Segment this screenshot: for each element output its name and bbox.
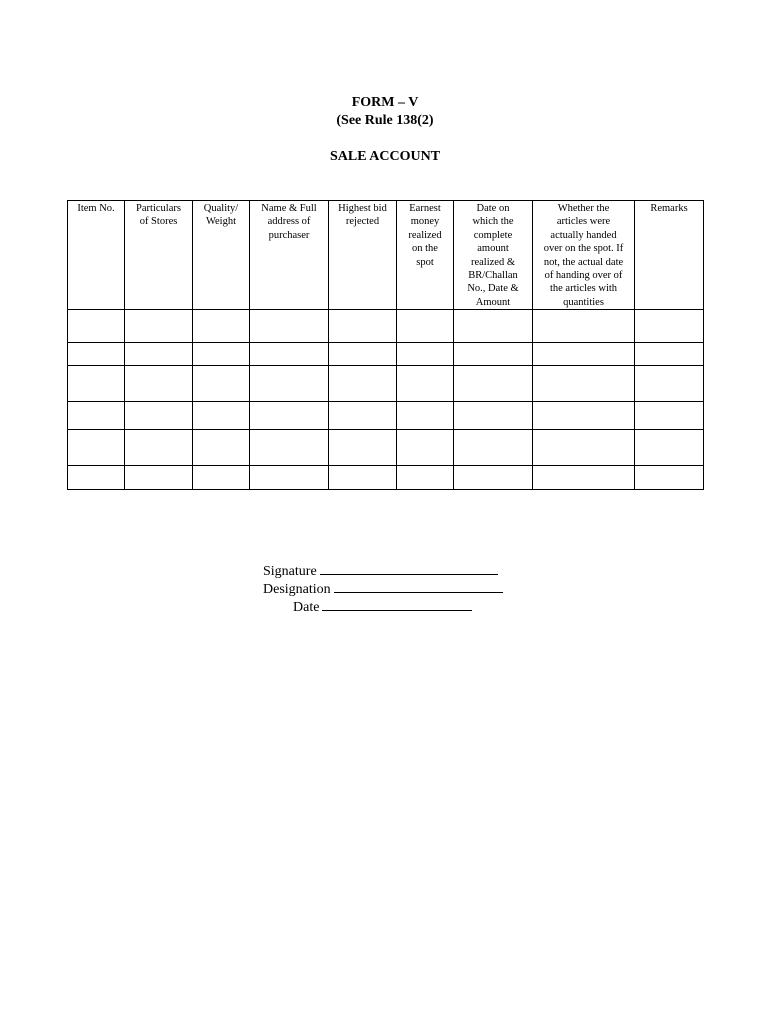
table-cell: [635, 343, 704, 366]
table-cell: [125, 366, 193, 402]
table-cell: [68, 343, 125, 366]
date-line: [293, 597, 472, 617]
header-line: quantities: [563, 296, 604, 308]
table-row: [68, 343, 704, 366]
table-cell: [68, 310, 125, 343]
rule-reference: (See Rule 138(2): [336, 113, 434, 128]
header-line: Weight: [205, 216, 237, 228]
table-cell: [125, 466, 193, 490]
table-cell: [193, 466, 250, 490]
table-cell: [635, 310, 704, 343]
table-cell: [533, 430, 635, 466]
table-cell: [397, 466, 454, 490]
table-cell: [193, 310, 250, 343]
sale-account-table: [67, 200, 704, 490]
table-cell: [329, 466, 397, 490]
header-line: of handing over of: [544, 270, 623, 282]
col-highest-bid-rejected: [329, 201, 397, 310]
col-date-amount-realized: [454, 201, 533, 310]
signature-line: [263, 561, 498, 581]
table-row: [68, 402, 704, 430]
col-articles-handed-over: [533, 201, 635, 310]
table-cell: [193, 430, 250, 466]
header-line: Remarks: [650, 203, 688, 214]
table-cell: [329, 343, 397, 366]
header-line: money: [410, 216, 440, 228]
header-line: address of: [267, 216, 311, 228]
table-cell: [397, 343, 454, 366]
date-blank[interactable]: [322, 597, 472, 611]
header-line: which the: [472, 216, 514, 228]
table-cell: [635, 402, 704, 430]
table-row: [68, 466, 704, 490]
table-cell: [533, 366, 635, 402]
header-line: BR/Challan: [468, 270, 518, 282]
table-cell: [635, 466, 704, 490]
table-cell: [533, 466, 635, 490]
table-cell: [68, 466, 125, 490]
table-cell: [250, 466, 329, 490]
table-cell: [397, 366, 454, 402]
header-line: over on the spot. If: [543, 243, 624, 255]
table-cell: [193, 343, 250, 366]
table-cell: [250, 310, 329, 343]
table-cell: [454, 310, 533, 343]
designation-blank[interactable]: [334, 579, 503, 593]
table-cell: [454, 402, 533, 430]
table-cell: [125, 343, 193, 366]
header-line: on the: [412, 243, 438, 255]
header-line: Highest bid: [338, 203, 387, 214]
header-line: Whether the: [557, 203, 610, 214]
header-line: Item No.: [77, 203, 115, 214]
header-line: Earnest: [409, 203, 441, 214]
table-cell: [125, 310, 193, 343]
header-line: spot: [416, 256, 434, 268]
header-line: No., Date &: [467, 283, 519, 295]
col-item-no: [68, 201, 125, 310]
table-cell: [329, 310, 397, 343]
header-line: articles were: [556, 216, 611, 228]
header-line: amount: [477, 243, 509, 255]
sale-account-title: SALE ACCOUNT: [329, 149, 441, 164]
header-line: purchaser: [268, 229, 310, 241]
table-cell: [329, 366, 397, 402]
table-cell: [454, 430, 533, 466]
table-cell: [397, 402, 454, 430]
table-cell: [454, 466, 533, 490]
table-row: [68, 310, 704, 343]
table-cell: [250, 430, 329, 466]
table-cell: [68, 402, 125, 430]
table-cell: [635, 366, 704, 402]
col-purchaser-name-address: [250, 201, 329, 310]
date-label: Date: [293, 600, 320, 615]
header-line: Name & Full: [261, 203, 317, 214]
header-line: Amount: [475, 296, 511, 308]
header-line: rejected: [345, 216, 380, 228]
header-line: of Stores: [139, 216, 178, 228]
table-header-row: [68, 201, 704, 310]
table-cell: [193, 366, 250, 402]
header-line: not, the actual date: [543, 256, 624, 268]
header-line: realized &: [470, 256, 515, 268]
table-row: [68, 430, 704, 466]
col-earnest-money: [397, 201, 454, 310]
table-cell: [533, 343, 635, 366]
header-line: Date on: [476, 203, 510, 214]
col-particulars-of-stores: [125, 201, 193, 310]
table-cell: [329, 430, 397, 466]
table-cell: [193, 402, 250, 430]
header-line: the articles with: [549, 283, 618, 295]
signature-label: Signature: [263, 564, 317, 579]
header-line: actually handed: [550, 229, 617, 241]
designation-label: Designation: [263, 582, 331, 597]
table-cell: [68, 430, 125, 466]
table-cell: [125, 430, 193, 466]
table-cell: [454, 366, 533, 402]
col-remarks: [635, 201, 704, 310]
form-title: FORM – V: [351, 95, 419, 110]
table-cell: [250, 366, 329, 402]
designation-line: [263, 579, 503, 599]
table-cell: [329, 402, 397, 430]
header-line: complete: [473, 229, 513, 241]
table-cell: [68, 366, 125, 402]
header-line: realized: [408, 229, 442, 241]
table-cell: [397, 430, 454, 466]
table-cell: [250, 402, 329, 430]
signature-blank[interactable]: [320, 561, 498, 575]
table-cell: [635, 430, 704, 466]
table-row: [68, 366, 704, 402]
table-cell: [533, 310, 635, 343]
header-line: Particulars: [136, 203, 181, 214]
table-cell: [533, 402, 635, 430]
table-cell: [454, 343, 533, 366]
table-cell: [125, 402, 193, 430]
header-line: Quality/: [203, 203, 239, 214]
table-cell: [397, 310, 454, 343]
col-quality-weight: [193, 201, 250, 310]
table-cell: [250, 343, 329, 366]
